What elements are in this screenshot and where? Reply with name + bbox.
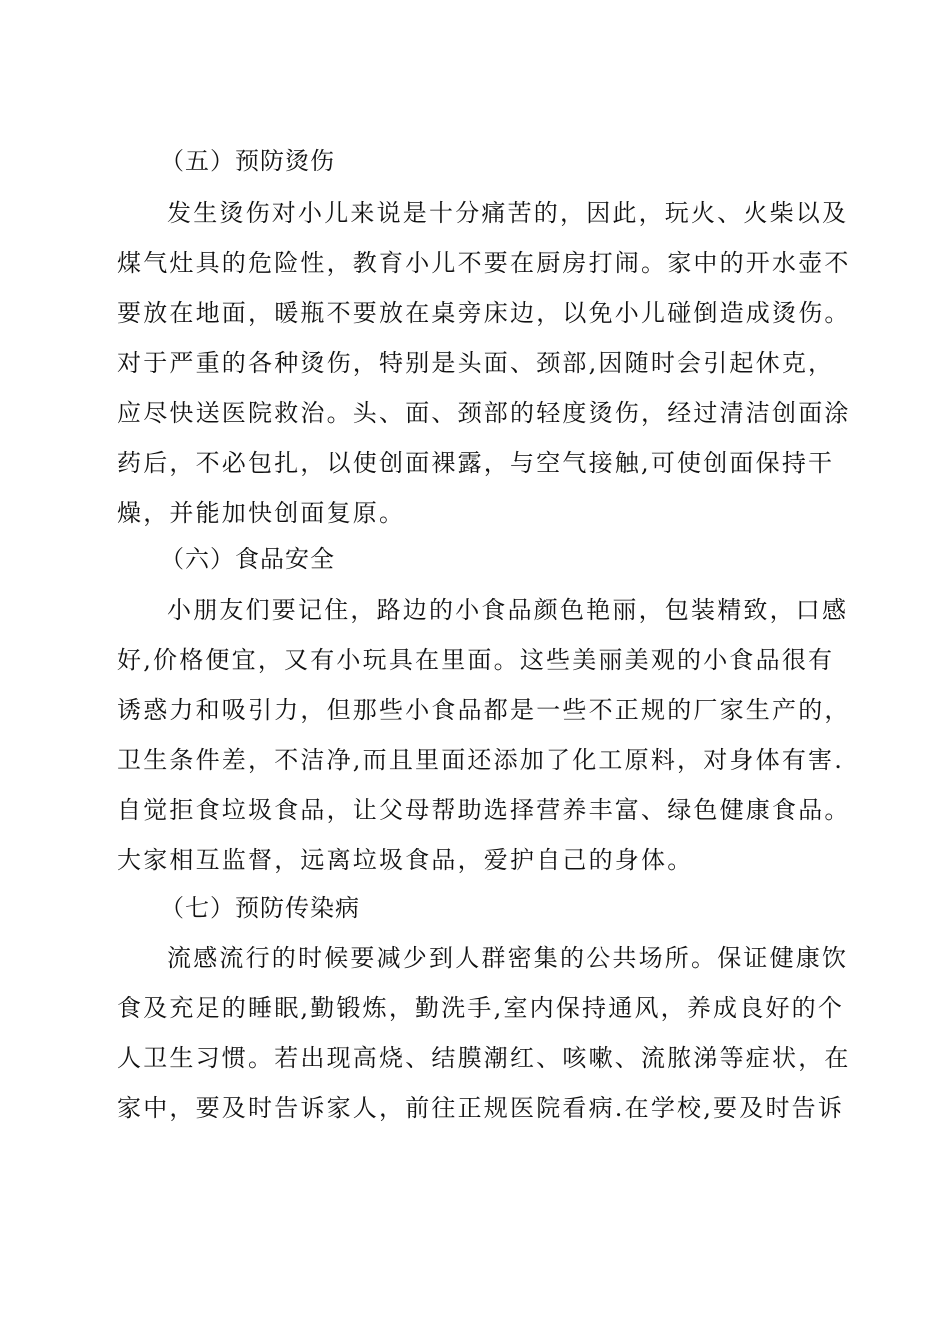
paragraph-line: 诱惑力和吸引力，但那些小食品都是一些不正规的厂家生产的， <box>117 696 851 724</box>
paragraph-line: 对于严重的各种烫伤，特别是头面、颈部,因随时会引起休克， <box>117 349 835 377</box>
section-heading-6: （六）食品安全 <box>160 545 335 573</box>
paragraph-line: 大家相互监督，远离垃圾食品，爱护自己的身体。 <box>117 846 694 874</box>
paragraph-line: 卫生条件差，不洁净,而且里面还添加了化工原料，对身体有害. <box>117 746 845 774</box>
paragraph-line: 家中，要及时告诉家人，前往正规医院看病.在学校,要及时告诉 <box>117 1094 845 1122</box>
section-heading-7: （七）预防传染病 <box>160 894 360 922</box>
paragraph-line: 好,价格便宜，又有小玩具在里面。这些美丽美观的小食品很有 <box>117 646 835 674</box>
paragraph-line: 煤气灶具的危险性，教育小儿不要在厨房打闹。家中的开水壶不 <box>117 249 851 277</box>
paragraph-line: 小朋友们要记住，路边的小食品颜色艳丽，包装精致，口感 <box>167 596 849 624</box>
paragraph-line: 食及充足的睡眠,勤锻炼，勤洗手,室内保持通风，养成良好的个 <box>117 994 845 1022</box>
paragraph-line: 要放在地面，暖瓶不要放在桌旁床边，以免小儿碰倒造成烫伤。 <box>117 299 851 327</box>
paragraph-line: 发生烫伤对小儿来说是十分痛苦的，因此，玩火、火柴以及 <box>167 199 849 227</box>
paragraph-line: 人卫生习惯。若出现高烧、结膜潮红、咳嗽、流脓涕等症状，在 <box>117 1044 851 1072</box>
paragraph-line: 流感流行的时候要减少到人群密集的公共场所。保证健康饮 <box>167 944 849 972</box>
section-heading-5: （五）预防烫伤 <box>160 147 335 175</box>
paragraph-line: 燥，并能加快创面复原。 <box>117 499 406 527</box>
paragraph-line: 药后，不必包扎，以使创面裸露，与空气接触,可使创面保持干 <box>117 449 835 477</box>
paragraph-line: 自觉拒食垃圾食品，让父母帮助选择营养丰富、绿色健康食品。 <box>117 796 851 824</box>
paragraph-line: 应尽快送医院救治。头、面、颈部的轻度烫伤，经过清洁创面涂 <box>117 399 851 427</box>
